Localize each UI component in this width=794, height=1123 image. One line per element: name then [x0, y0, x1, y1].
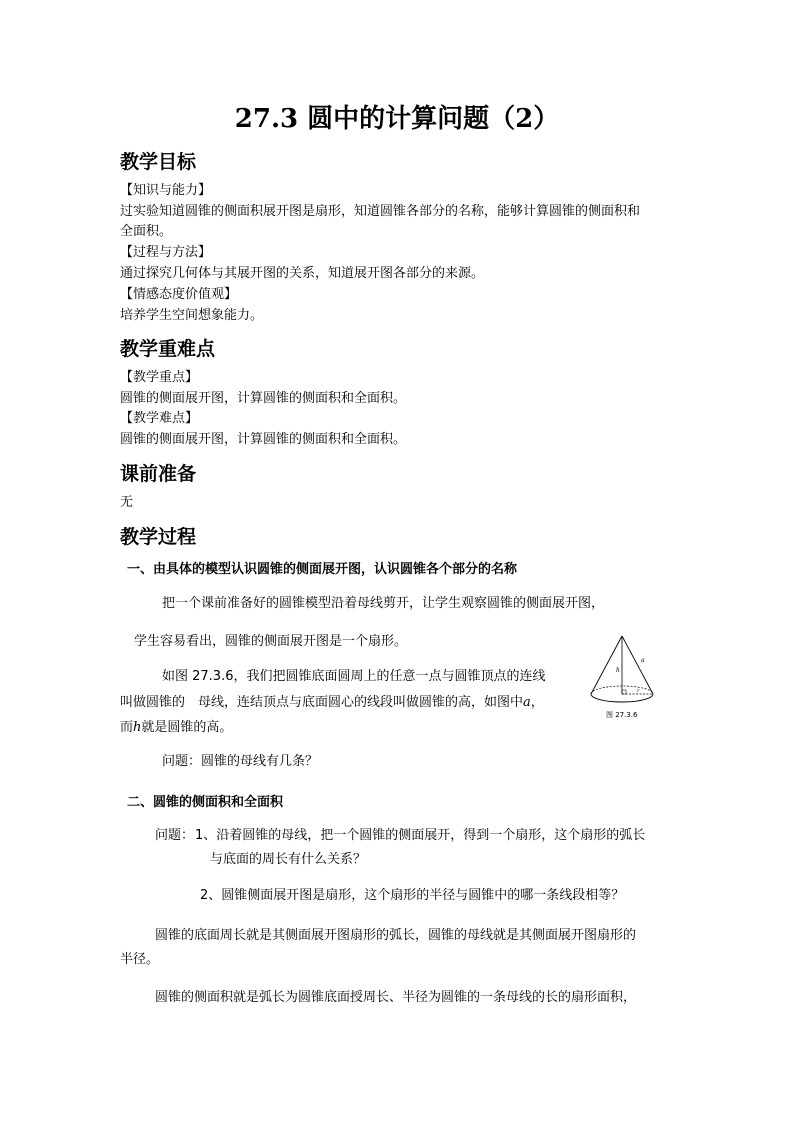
- paragraph-3-line-1: 如图 27.3.6，我们把圆锥底面圆周上的任意一点与圆锥顶点的连线: [162, 669, 546, 684]
- question-2: 2、圆锥侧面展开图是扇形，这个扇形的半径与圆锥中的哪一条线段相等？: [200, 888, 625, 903]
- process-text: 通过探究几何体与其展开图的关系，知道展开图各部分的来源。: [120, 266, 485, 281]
- question-1-line-2: 与底面的周长有什么关系？: [210, 852, 367, 867]
- difficulty-label: 【教学难点】: [120, 411, 199, 426]
- paragraph-2: 学生容易看出，圆锥的侧面展开图是一个扇形。: [134, 634, 408, 649]
- key-points-heading: 教学重难点: [120, 338, 216, 360]
- preparation-heading: 课前准备: [120, 463, 197, 485]
- figure-caption: 图 27.3.6: [606, 711, 638, 719]
- objectives-heading: 教学目标: [120, 151, 197, 173]
- paragraph-3-line-2: 叫做圆锥的 母线，连结顶点与底面圆心的线段叫做圆锥的高，如图中a，: [120, 695, 544, 710]
- focus-label: 【教学重点】: [120, 370, 199, 385]
- slant-label: a: [641, 657, 645, 664]
- focus-text: 圆锥的侧面展开图，计算圆锥的侧面积和全面积。: [120, 391, 407, 406]
- process-label: 【过程与方法】: [120, 245, 212, 260]
- question-1: 问题：圆锥的母线有几条？: [162, 754, 319, 769]
- paragraph-3-line-3: 而h就是圆锥的高。: [120, 720, 233, 735]
- part1-title: 一、由具体的模型认识圆锥的侧面展开图，认识圆锥各个部分的名称: [127, 562, 518, 577]
- paragraph-5: 圆锥的侧面积就是弧长为圆锥底面授周长、半径为圆锥的一条母线的长的扇形面积，: [155, 990, 637, 1005]
- knowledge-text-1: 过实验知道圆锥的侧面积展开图是扇形，知道圆锥各部分的名称，能够计算圆锥的侧面积和: [120, 204, 641, 219]
- paragraph-1: 把一个课前准备好的圆锥模型沿着母线剪开，让学生观察圆锥的侧面展开图，: [162, 596, 605, 611]
- radius-label: r: [637, 688, 640, 694]
- knowledge-text-2: 全面积。: [120, 224, 173, 239]
- question-1-line-1: 1、沿着圆锥的母线，把一个圆锥的侧面展开，得到一个扇形，这个扇形的弧长: [195, 828, 646, 843]
- knowledge-label: 【知识与能力】: [120, 183, 212, 198]
- process-heading: 教学过程: [120, 526, 197, 548]
- question-label: 问题：: [155, 828, 195, 843]
- part2-title: 二、圆锥的侧面积和全面积: [127, 795, 284, 810]
- paragraph-4-line-1: 圆锥的底面周长就是其侧面展开图扇形的弧长，圆锥的母线就是其侧面展开图扇形的: [155, 928, 637, 943]
- emotion-label: 【情感态度价值观】: [120, 287, 238, 302]
- emotion-text: 培养学生空间想象能力。: [120, 308, 264, 323]
- preparation-text: 无: [120, 495, 134, 510]
- paragraph-4-line-2: 半径。: [120, 952, 160, 967]
- page-title: 27.3 圆中的计算问题（2）: [234, 104, 560, 134]
- height-label: h: [616, 667, 620, 674]
- difficulty-text: 圆锥的侧面展开图，计算圆锥的侧面积和全面积。: [120, 432, 407, 447]
